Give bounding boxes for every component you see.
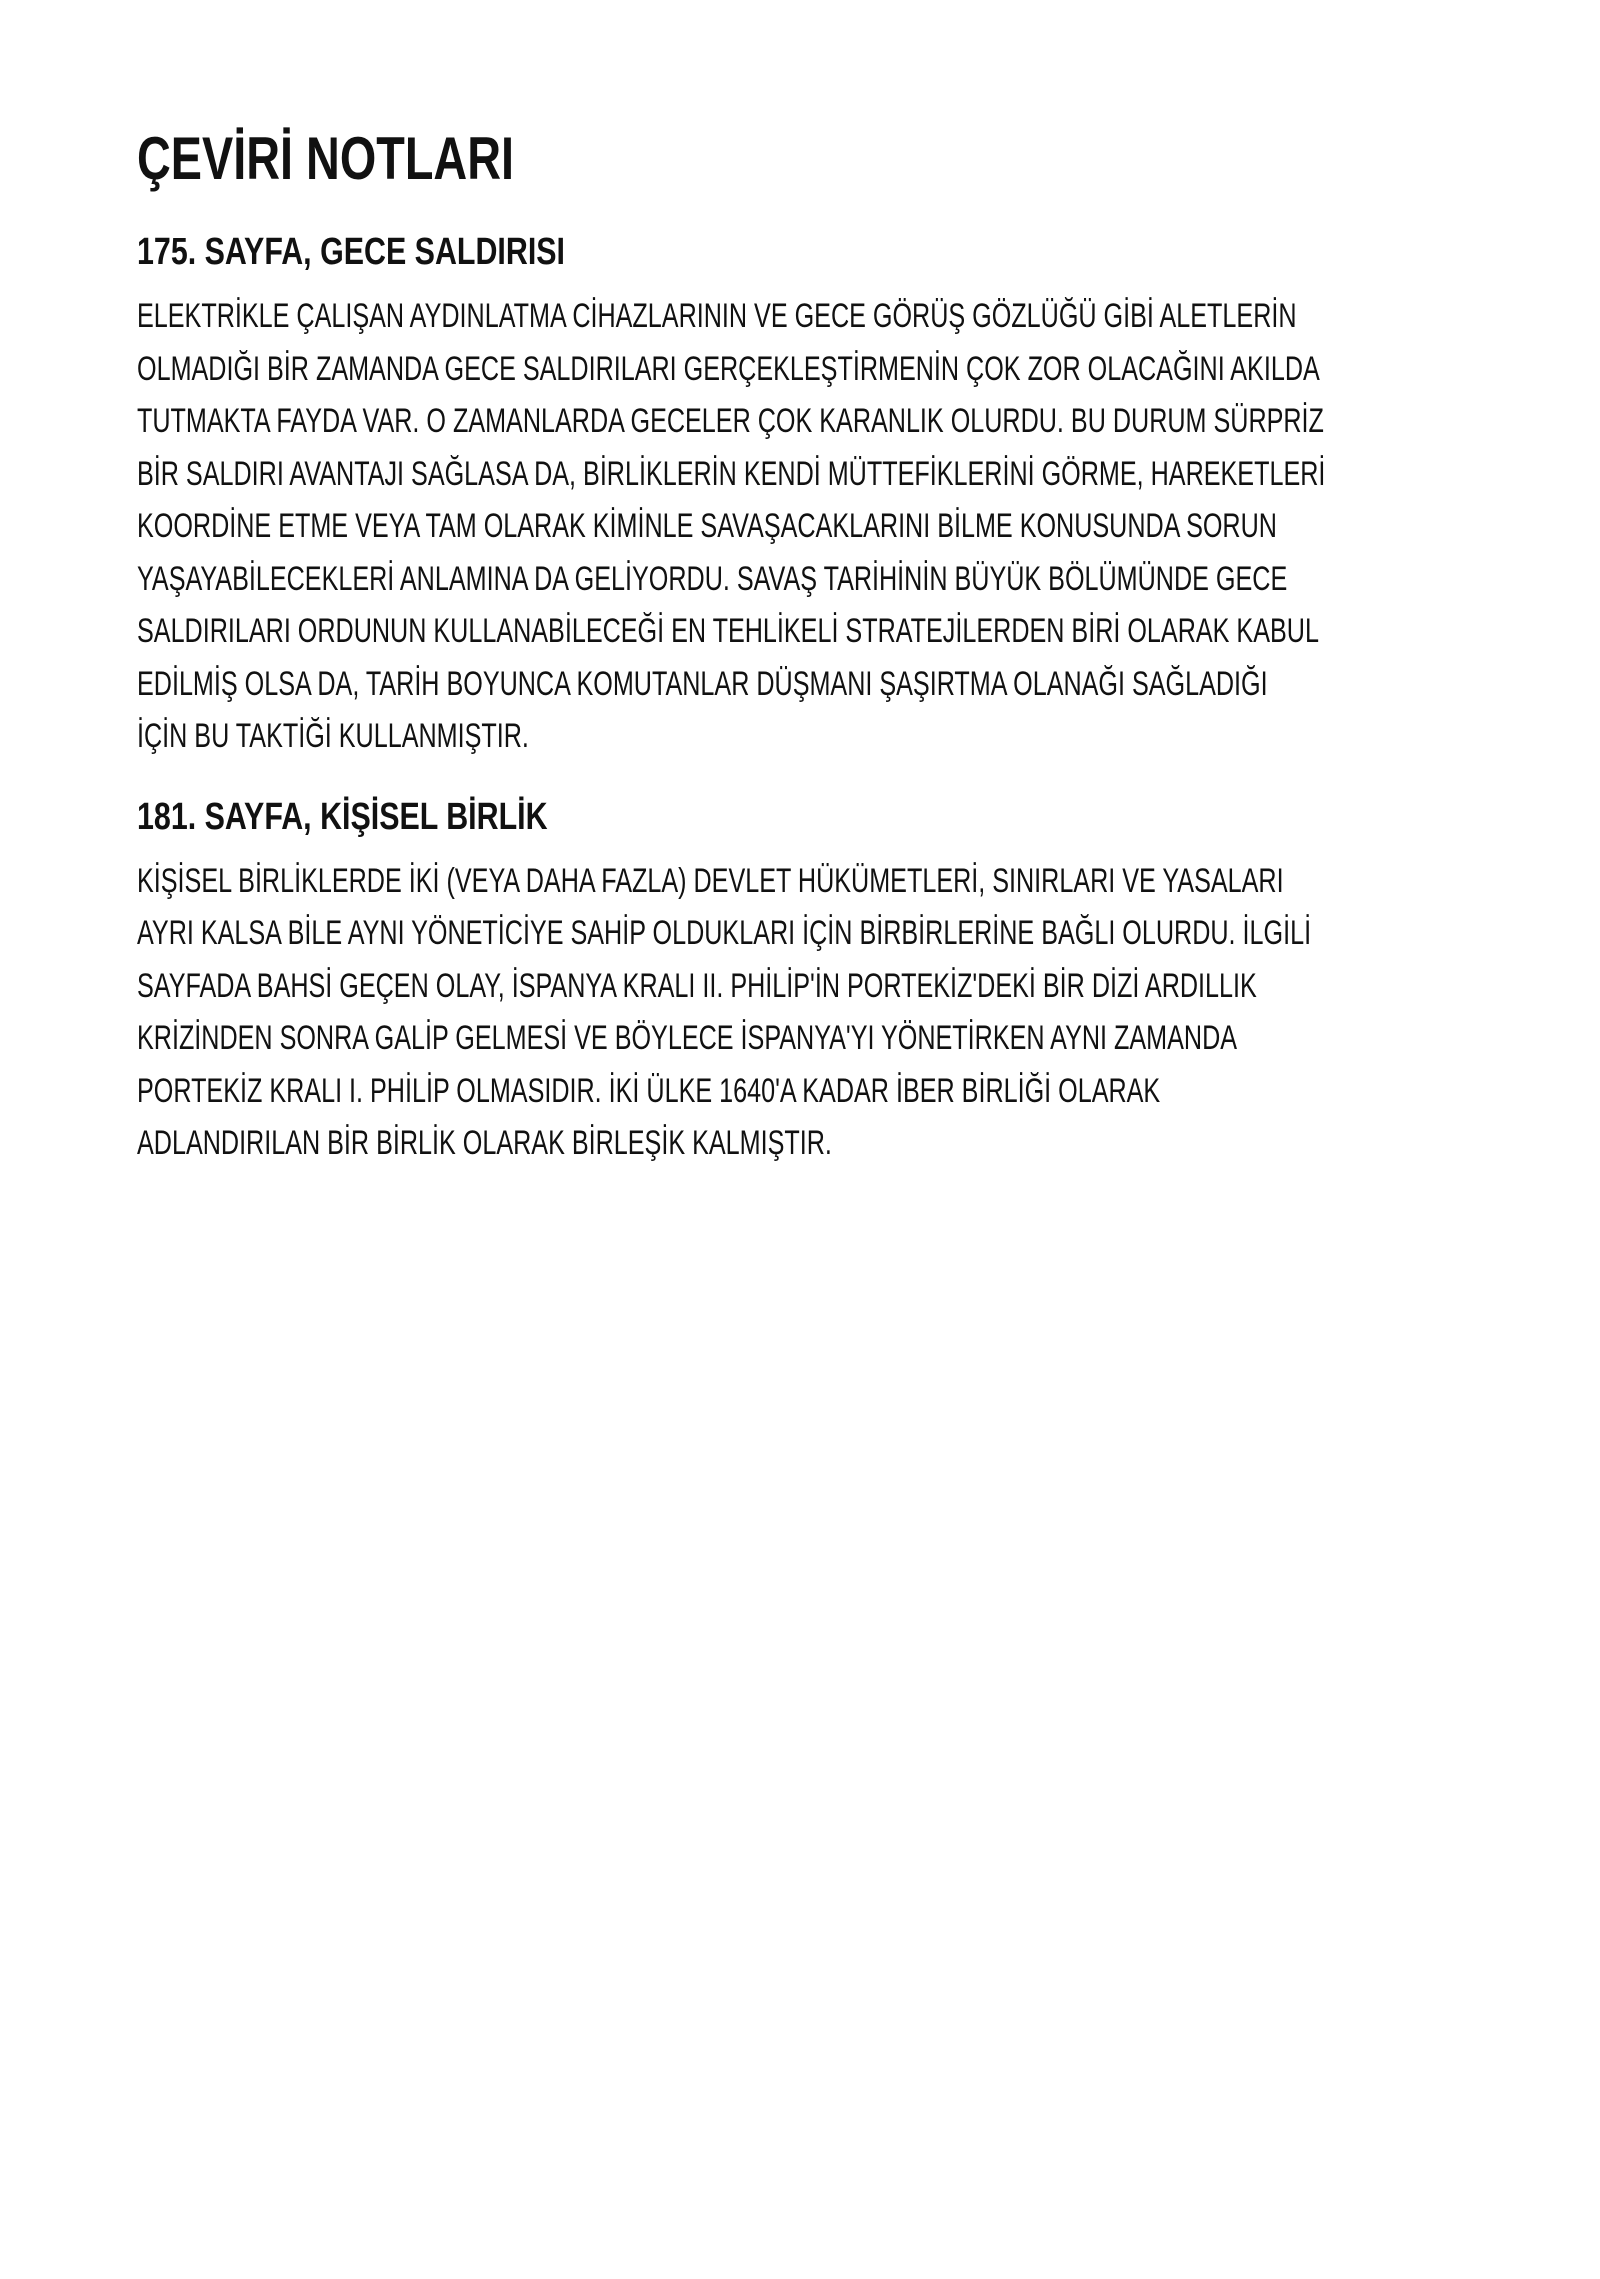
body-line: ELEKTRİKLE ÇALIŞAN AYDINLATMA CİHAZLARININ VE GECE GÖRÜŞ GÖZLÜĞÜ GİBİ ALETLERİN: [137, 297, 1297, 335]
body-line: SALDIRILARI ORDUNUN KULLANABİLECEĞİ EN TEHLİKELİ STRATEJİLERDEN BİRİ OLARAK KABUL: [137, 612, 1319, 650]
body-line: KRİZİNDEN SONRA GALİP GELMESİ VE BÖYLECE İSPANYA'YI YÖNETİRKEN AYNI ZAMANDA: [137, 1019, 1238, 1057]
body-line: TUTMAKTA FAYDA VAR. O ZAMANLARDA GECELER ÇOK KARANLIK OLURDU. BU DURUM SÜRPRİZ: [137, 402, 1324, 440]
section-heading: 181. SAYFA, KİŞİSEL BİRLİK: [137, 795, 548, 838]
body-line: KİŞİSEL BİRLİKLERDE İKİ (VEYA DAHA FAZLA) DEVLET HÜKÜMETLERİ, SINIRLARI VE YASALARI: [137, 861, 1284, 900]
body-line: ADLANDIRILAN BİR BİRLİK OLARAK BİRLEŞİK KALMIŞTIR.: [137, 1124, 832, 1162]
document-page: [137, 120, 1467, 1198]
body-line: İÇİN BU TAKTİĞİ KULLANMIŞTIR.: [137, 717, 529, 755]
body-line: SAYFADA BAHSİ GEÇEN OLAY, İSPANYA KRALI II. PHİLİP'İN PORTEKİZ'DEKİ BİR DİZİ ARDILLIK: [137, 966, 1257, 1005]
body-line: YAŞAYABİLECEKLERİ ANLAMINA DA GELİYORDU. SAVAŞ TARİHİNİN BÜYÜK BÖLÜMÜNDE GECE: [137, 559, 1288, 598]
page-title: ÇEVİRİ NOTLARI: [137, 125, 515, 192]
note-section: [137, 226, 1467, 763]
section-heading: 175. SAYFA, GECE SALDIRISI: [137, 231, 565, 273]
section-body: [137, 855, 1467, 1170]
body-line: EDİLMİŞ OLSA DA, TARİH BOYUNCA KOMUTANLAR DÜŞMANI ŞAŞIRTMA OLANAĞI SAĞLADIĞI: [137, 664, 1268, 703]
body-line: OLMADIĞI BİR ZAMANDA GECE SALDIRILARI GERÇEKLEŞTİRMENİN ÇOK ZOR OLACAĞINI AKILDA: [137, 349, 1320, 388]
body-line: BİR SALDIRI AVANTAJI SAĞLASA DA, BİRLİKLERİN KENDİ MÜTTEFİKLERİNİ GÖRME, HAREKETLERİ: [137, 454, 1326, 493]
section-body: [137, 290, 1467, 763]
body-line: KOORDİNE ETME VEYA TAM OLARAK KİMİNLE SAVAŞACAKLARINI BİLME KONUSUNDA SORUN: [137, 507, 1277, 545]
body-line: PORTEKİZ KRALI I. PHİLİP OLMASIDIR. İKİ ÜLKE 1640'A KADAR İBER BİRLİĞİ OLARAK: [137, 1071, 1161, 1110]
note-section: [137, 791, 1467, 1170]
body-line: AYRI KALSA BİLE AYNI YÖNETİCİYE SAHİP OLDUKLARI İÇİN BİRBİRLERİNE BAĞLI OLURDU. İLGİLİ: [137, 914, 1312, 952]
